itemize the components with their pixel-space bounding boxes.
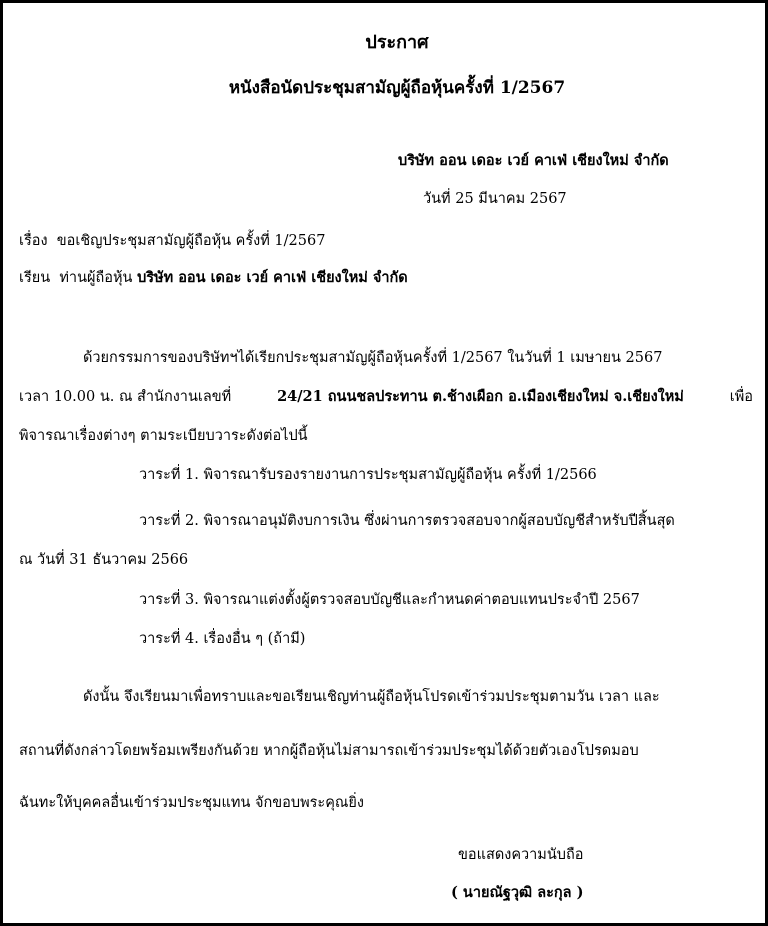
recipient-label: เรียน bbox=[19, 270, 51, 286]
recipient-text: ท่านผู้ถือหุ้น bbox=[59, 270, 133, 286]
closing-regards: ขอแสดงความนับถือ bbox=[458, 847, 584, 863]
paragraph-1-line-2-end: เพื่อ bbox=[729, 389, 753, 405]
agenda-item-2: วาระที่ 2. พิจารณาอนุมัติงบการเงิน ซึ่งผ่านการตรวจสอบจากผู้สอบบัญชีสำหรับปีสิ้นสุด bbox=[139, 513, 675, 529]
paragraph-2-line-3: ฉันทะให้บุคคลอื่นเข้าร่วมประชุมแทน จักขอบพระคุณยิ่ง bbox=[19, 795, 364, 811]
paragraph-1-line-3: พิจารณาเรื่องต่างๆ ตามระเบียบวาระดังต่อไปนี้ bbox=[19, 428, 308, 444]
recipient-line bbox=[19, 268, 408, 288]
signer-name: ( นายณัฐวุฒิ ละกุล ) bbox=[451, 884, 584, 901]
paragraph-2-line-1: ดังนั้น จึงเรียนมาเพื่อทราบและขอเรียนเชิญท่านผู้ถือหุ้นโปรดเข้าร่วมประชุมตามวัน เวลา และ bbox=[83, 689, 660, 705]
subject-label: เรื่อง bbox=[19, 233, 48, 249]
subject-line bbox=[19, 231, 325, 251]
page-subtitle: หนังสือนัดประชุมสามัญผู้ถือหุ้นครั้งที่ 1/2567 bbox=[228, 78, 566, 98]
agenda-item-2-continuation: ณ วันที่ 31 ธันวาคม 2566 bbox=[19, 552, 189, 568]
paragraph-1-line-2 bbox=[19, 387, 753, 407]
document-date: วันที่ 25 มีนาคม 2567 bbox=[423, 191, 567, 207]
page-title: ประกาศ bbox=[365, 32, 429, 53]
paragraph-2-line-2: สถานที่ดังกล่าวโดยพร้อมเพรียงกันด้วย หากผู้ถือหุ้นไม่สามารถเข้าร่วมประชุมได้ด้วยตัวเองโปรดมอบ bbox=[19, 743, 639, 759]
agenda-item-1: วาระที่ 1. พิจารณารับรองรายงานการประชุมสามัญผู้ถือหุ้น ครั้งที่ 1/2566 bbox=[139, 467, 597, 483]
meeting-time-text: เวลา 10.00 น. ณ สำนักงานเลขที่ bbox=[19, 389, 232, 405]
agenda-item-3: วาระที่ 3. พิจารณาแต่งตั้งผู้ตรวจสอบบัญชีและกำหนดค่าตอบแทนประจำปี 2567 bbox=[139, 592, 640, 608]
agenda-item-4: วาระที่ 4. เรื่องอื่น ๆ (ถ้ามี) bbox=[139, 631, 306, 647]
meeting-address: 24/21 ถนนชลประทาน ต.ช้างเผือก อ.เมืองเชียงใหม่ จ.เชียงใหม่ bbox=[277, 388, 684, 405]
company-name-header: บริษัท ออน เดอะ เวย์ คาเฟ่ เชียงใหม่ จำกัด bbox=[398, 152, 669, 169]
paragraph-1-line-1: ด้วยกรรมการของบริษัทฯได้เรียกประชุมสามัญผู้ถือหุ้นครั้งที่ 1/2567 ในวันที่ 1 เมษายน 2567 bbox=[83, 350, 663, 366]
recipient-company: บริษัท ออน เดอะ เวย์ คาเฟ่ เชียงใหม่ จำกัด bbox=[137, 269, 408, 286]
subject-text: ขอเชิญประชุมสามัญผู้ถือหุ้น ครั้งที่ 1/2567 bbox=[56, 233, 326, 249]
